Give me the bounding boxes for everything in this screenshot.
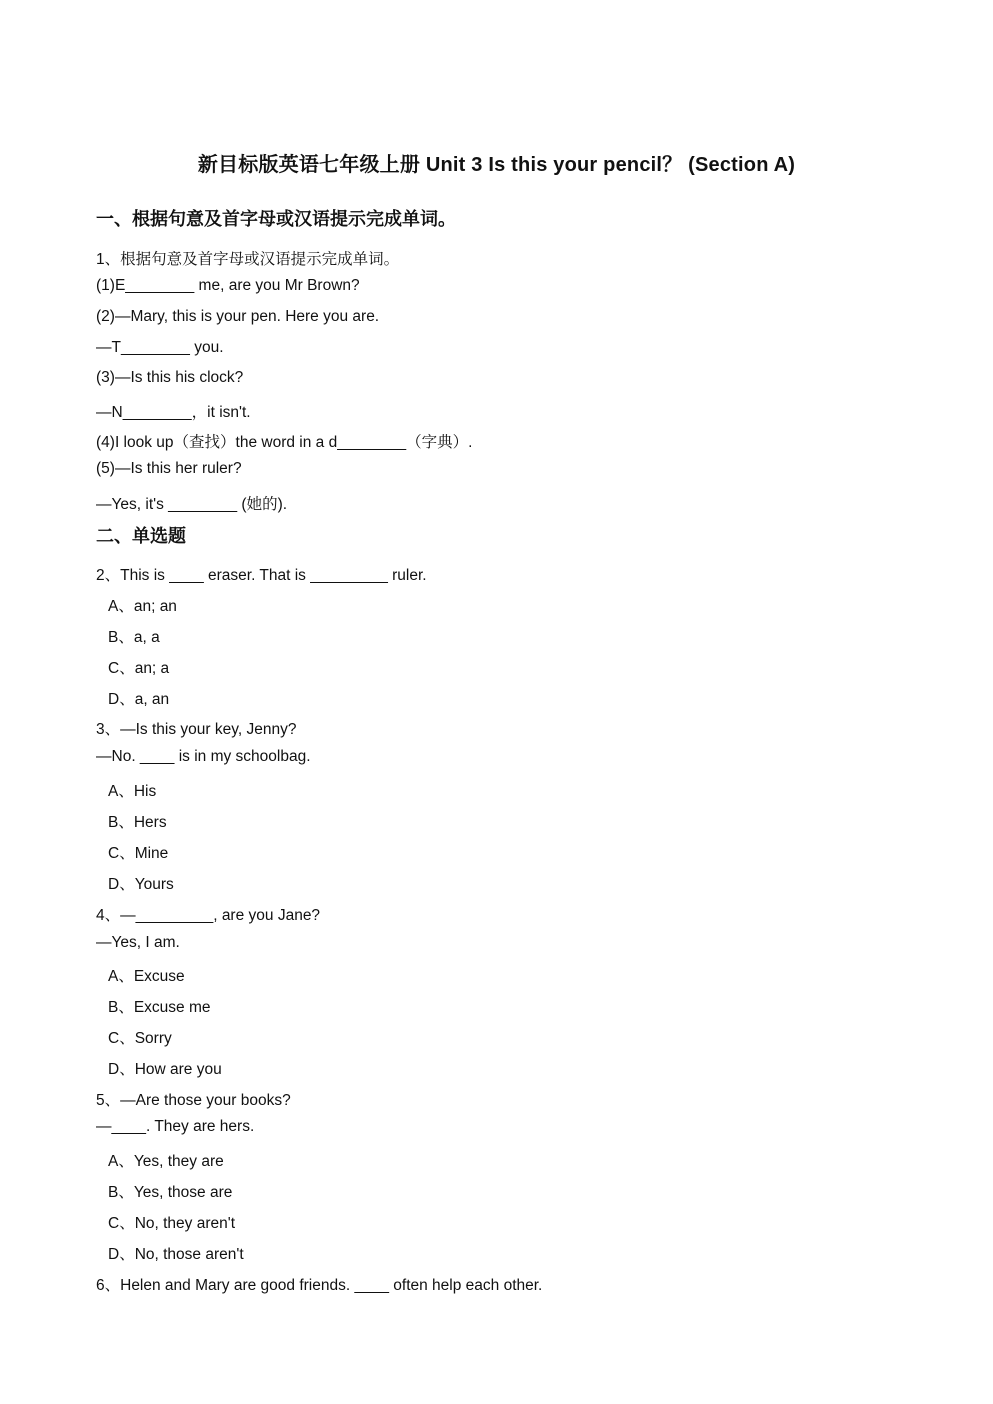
- question-1-line: —Yes, it's ________ (她的).: [96, 496, 288, 513]
- question-2-option-d[interactable]: D、a, an: [108, 691, 170, 708]
- question-4-option-b[interactable]: B、Excuse me: [108, 999, 211, 1016]
- question-5-option-a[interactable]: A、Yes, they are: [108, 1153, 224, 1170]
- question-1-line: (4)I look up（查找）the word in a d________（字典）.: [96, 434, 473, 451]
- question-3-option-d[interactable]: D、Yours: [108, 876, 174, 893]
- question-1-line: —N________，it isn't.: [96, 404, 251, 421]
- question-2-option-a[interactable]: A、an; an: [108, 598, 177, 615]
- question-5-option-c[interactable]: C、No, they aren't: [108, 1215, 236, 1232]
- question-5-option-d[interactable]: D、No, those aren't: [108, 1246, 244, 1263]
- question-2-option-c[interactable]: C、an; a: [108, 660, 170, 677]
- question-3-option-a[interactable]: A、His: [108, 783, 157, 800]
- question-4-stem-2: —Yes, I am.: [96, 934, 180, 951]
- question-1-line: (1)E________ me, are you Mr Brown?: [96, 277, 360, 294]
- question-3-option-c[interactable]: C、Mine: [108, 845, 169, 862]
- section-heading-1: 一、根据句意及首字母或汉语提示完成单词。: [96, 209, 456, 230]
- question-1-line: —T________ you.: [96, 339, 224, 356]
- question-5-stem: 5、—Are those your books?: [96, 1092, 291, 1109]
- question-4-option-d[interactable]: D、How are you: [108, 1061, 222, 1078]
- question-5-stem-2: —____. They are hers.: [96, 1118, 255, 1135]
- question-6-stem: 6、Helen and Mary are good friends. ____ often help each other.: [96, 1277, 543, 1294]
- question-4-option-a[interactable]: A、Excuse: [108, 968, 185, 985]
- question-3-stem-2: —No. ____ is in my schoolbag.: [96, 748, 311, 765]
- question-3-option-b[interactable]: B、Hers: [108, 814, 167, 831]
- question-1-line: (2)—Mary, this is your pen. Here you are.: [96, 308, 380, 325]
- page-title: 新目标版英语七年级上册 Unit 3 Is this your pencil？ (Section A): [197, 154, 796, 176]
- question-2-stem: 2、This is ____ eraser. That is _________ ruler.: [96, 567, 427, 584]
- question-1-stem: 1、根据句意及首字母或汉语提示完成单词。: [96, 251, 400, 268]
- question-4-stem: 4、—_________, are you Jane?: [96, 907, 321, 924]
- question-2-option-b[interactable]: B、a, a: [108, 629, 160, 646]
- question-4-option-c[interactable]: C、Sorry: [108, 1030, 172, 1047]
- question-5-option-b[interactable]: B、Yes, those are: [108, 1184, 233, 1201]
- question-3-stem: 3、—Is this your key, Jenny?: [96, 721, 297, 738]
- question-1-line: (5)—Is this her ruler?: [96, 460, 242, 477]
- section-heading-2: 二、单选题: [96, 526, 186, 547]
- question-1-line: (3)—Is this his clock?: [96, 369, 244, 386]
